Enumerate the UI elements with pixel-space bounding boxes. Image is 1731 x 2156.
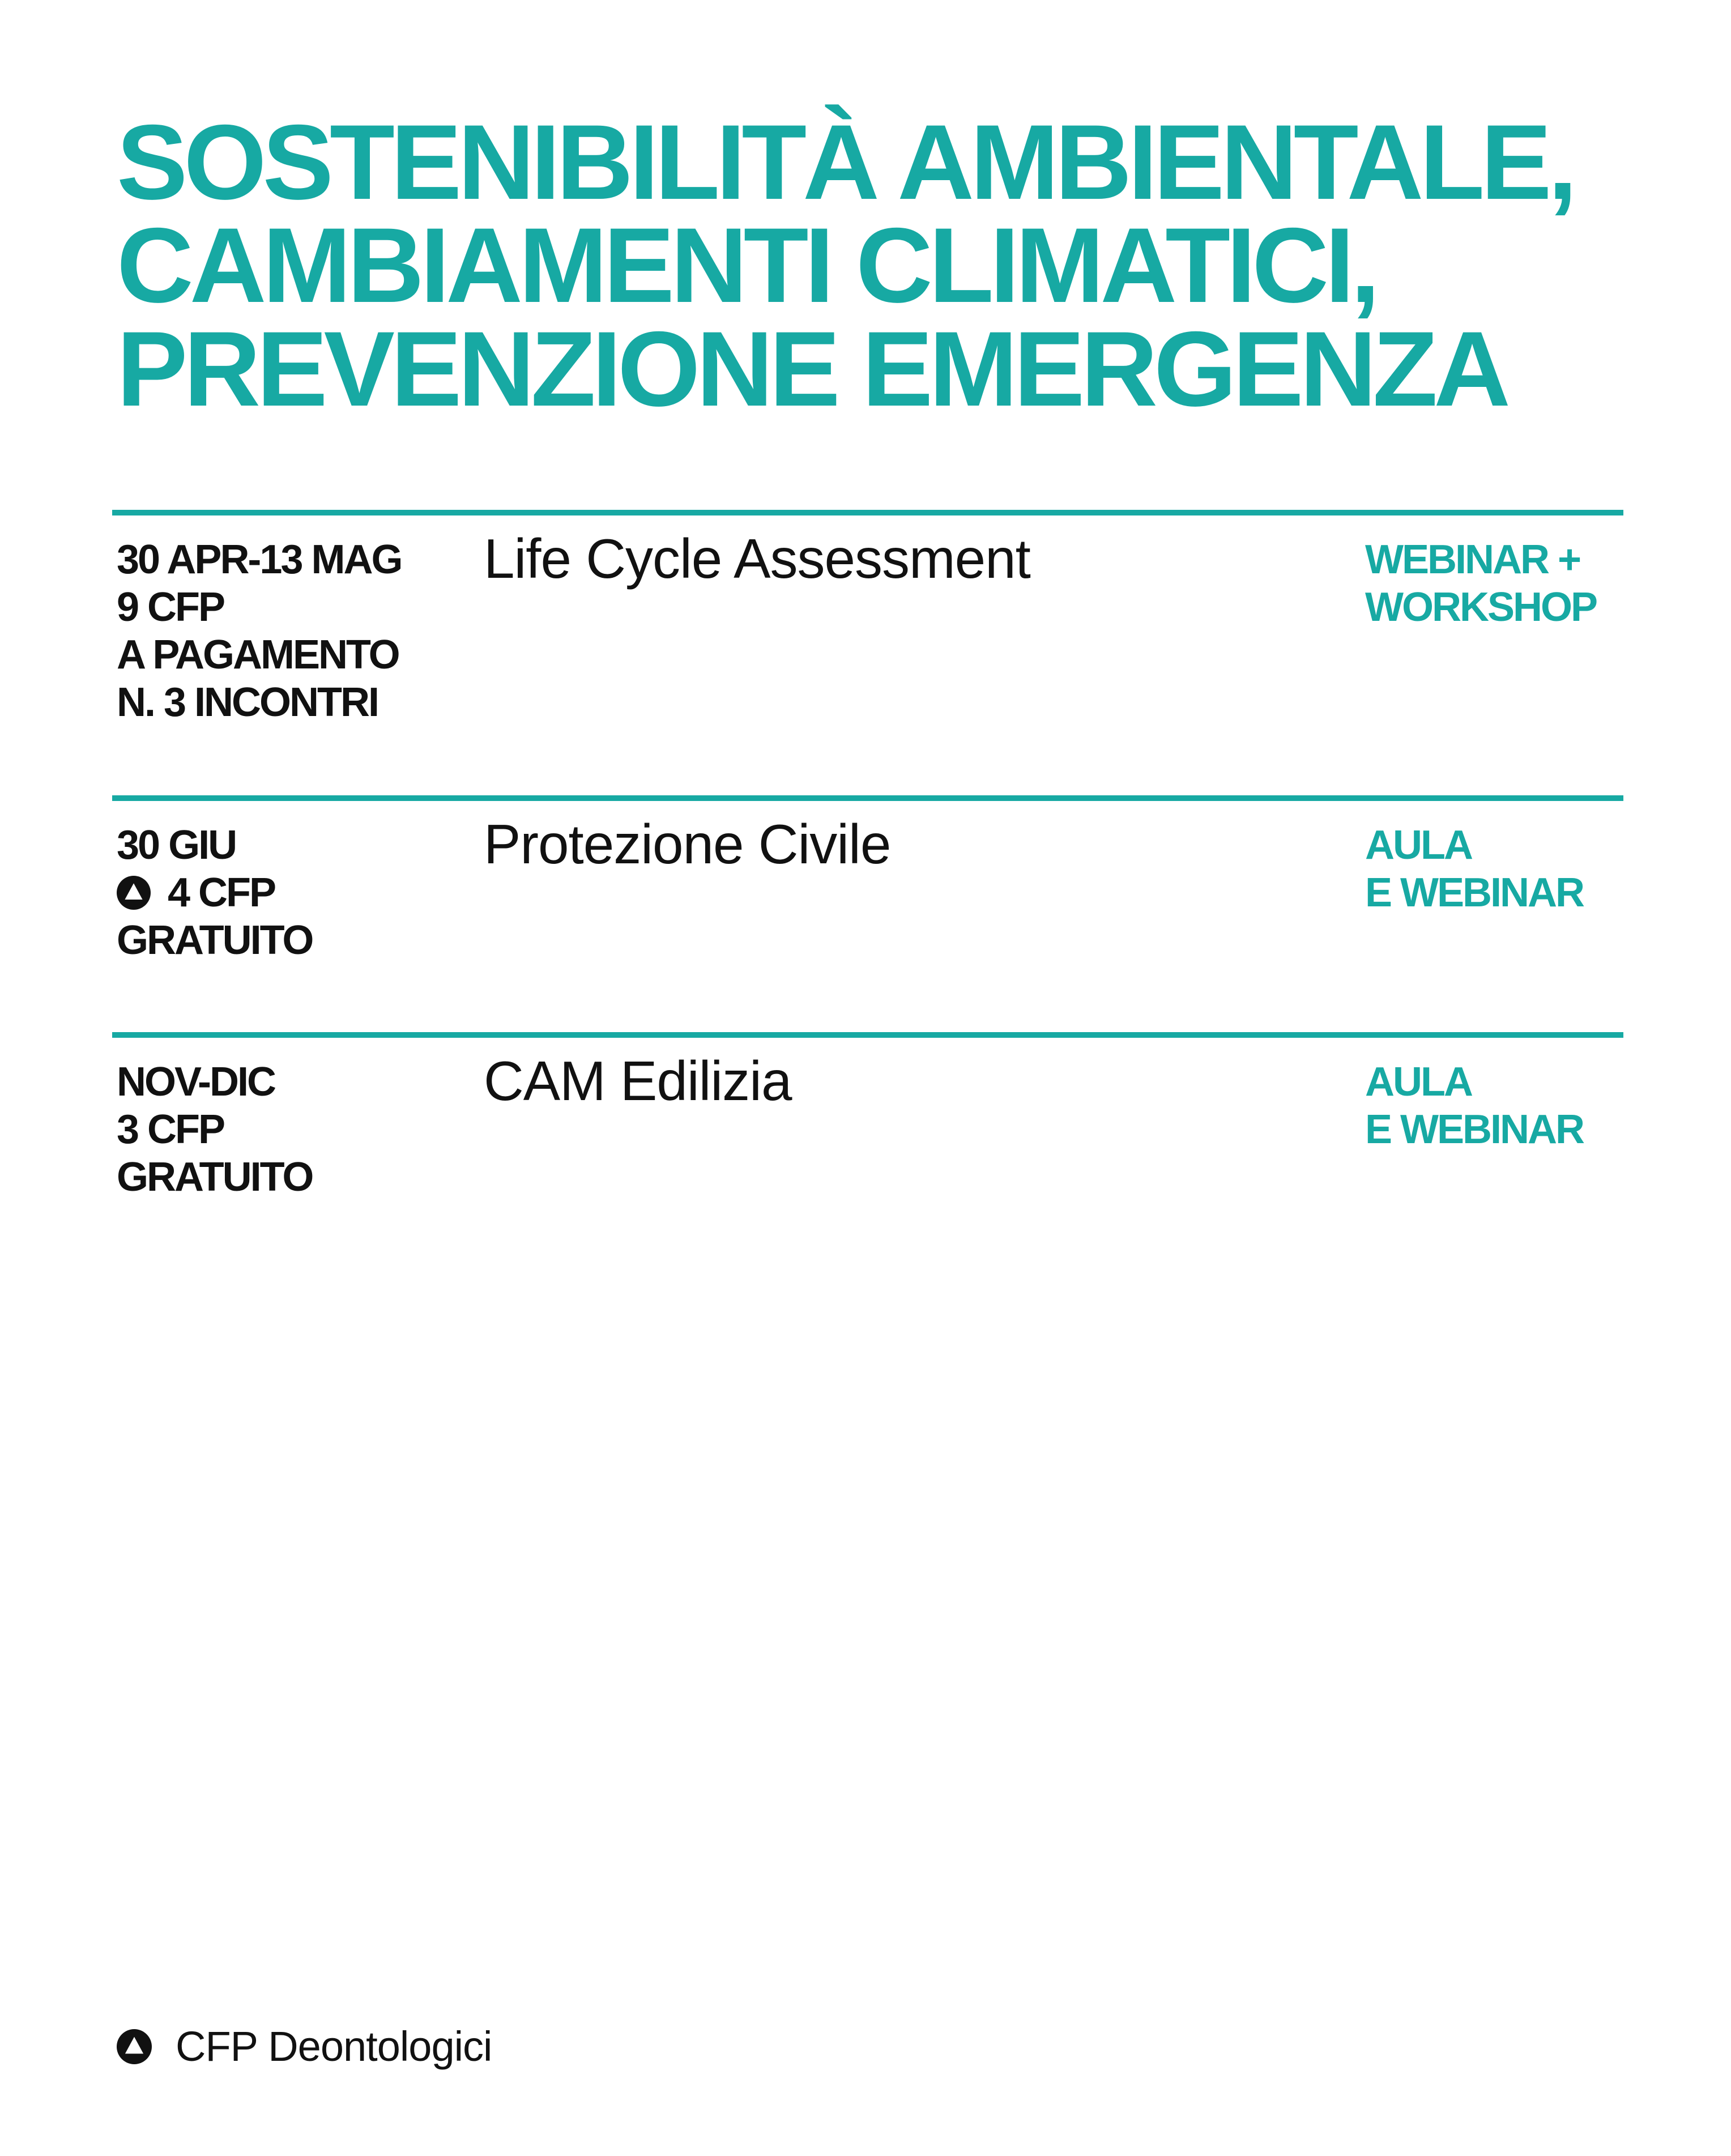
course-row-cam-edilizia <box>112 1032 1623 1225</box>
course-format-line: WEBINAR + <box>1365 537 1580 582</box>
legend-cfp-deontologici <box>117 2022 492 2070</box>
course-format <box>1365 1058 1620 1153</box>
course-date: NOV-DIC <box>117 1059 275 1105</box>
course-price: GRATUITO <box>117 1154 313 1200</box>
course-credits-deontological <box>117 869 468 917</box>
course-name: Protezione Civile <box>484 813 891 875</box>
course-credits: 9 CFP <box>117 585 224 630</box>
course-format-line: WORKSHOP <box>1365 585 1596 630</box>
course-row-protezione-civile <box>112 795 1623 988</box>
course-name: CAM Edilizia <box>484 1050 792 1112</box>
title-line: PREVENZIONE EMERGENZA <box>117 309 1507 428</box>
course-format-line: AULA <box>1365 823 1472 868</box>
course-details <box>117 821 468 964</box>
course-name: Life Cycle Assessment <box>484 527 1030 590</box>
title-line: CAMBIAMENTI CLIMATICI, <box>117 206 1376 325</box>
deontological-credit-icon <box>117 876 151 910</box>
course-credits: 4 CFP <box>168 870 275 915</box>
course-format <box>1365 536 1620 631</box>
course-date: 30 GIU <box>117 823 236 868</box>
course-date: 30 APR-13 MAG <box>117 537 402 582</box>
course-details <box>117 536 468 726</box>
course-format-line: AULA <box>1365 1059 1472 1105</box>
course-format <box>1365 821 1620 917</box>
page-title <box>117 103 1680 428</box>
title-line: SOSTENIBILITÀ AMBIENTALE, <box>117 103 1574 221</box>
course-credits: 3 CFP <box>117 1107 224 1152</box>
deontological-credit-icon <box>117 2029 152 2064</box>
course-price: GRATUITO <box>117 918 313 963</box>
course-price: A PAGAMENTO <box>117 632 399 678</box>
course-format-line: E WEBINAR <box>1365 870 1583 915</box>
course-row-life-cycle-assessment <box>112 510 1623 759</box>
course-sessions: N. 3 INCONTRI <box>117 680 378 725</box>
course-details <box>117 1058 468 1201</box>
course-format-line: E WEBINAR <box>1365 1107 1583 1152</box>
legend-label: CFP Deontologici <box>176 2023 492 2070</box>
